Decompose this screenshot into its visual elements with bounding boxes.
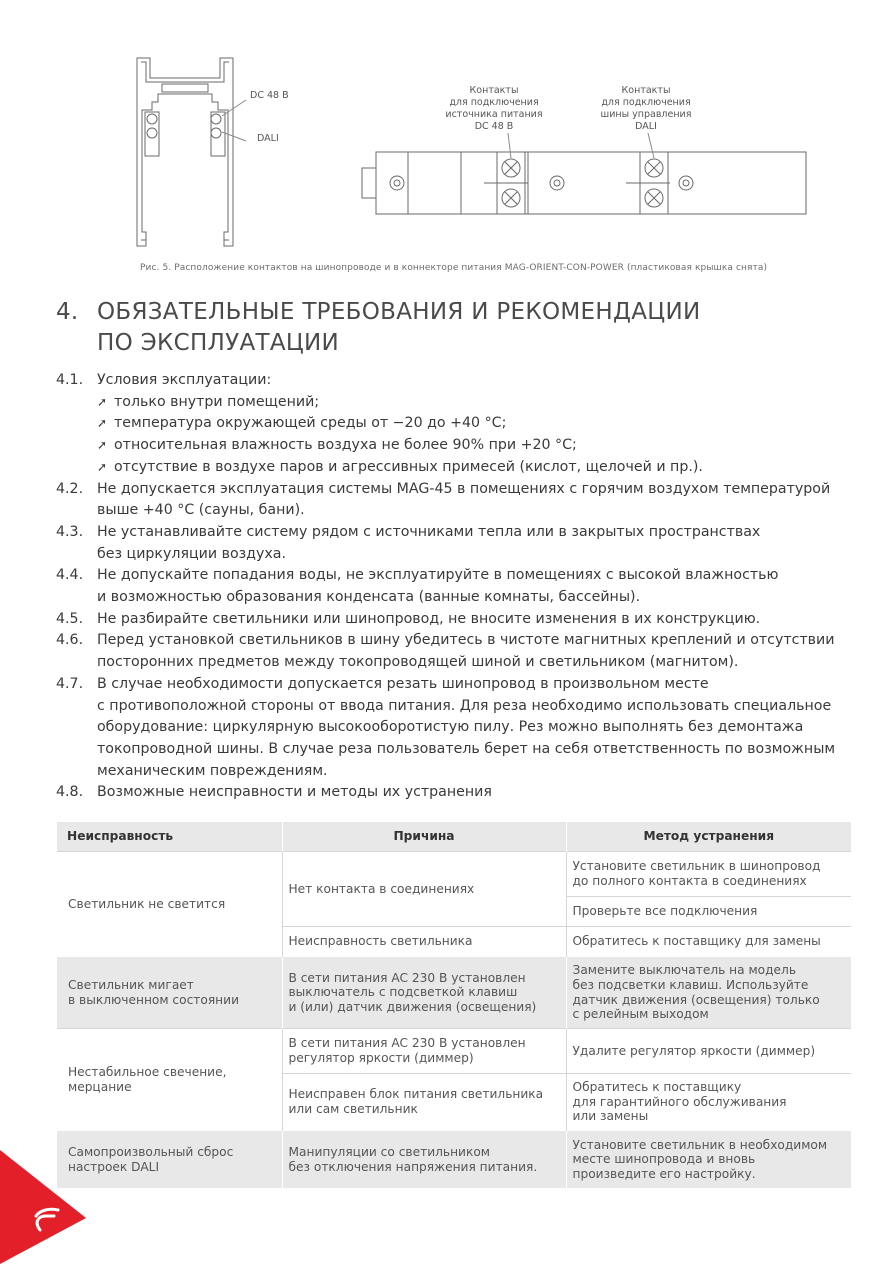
item-text: Не устанавливайте систему рядом с источниками тепла или в закрытых пространствах xyxy=(97,523,761,540)
cell-line: с релейным выходом xyxy=(572,1007,709,1022)
item-text: без циркуляции воздуха. xyxy=(97,545,286,562)
item-text: механическим повреждениям. xyxy=(97,762,328,779)
fix-cell xyxy=(566,957,851,1029)
cause-cell xyxy=(282,1131,566,1189)
cell-line: или замены xyxy=(572,1109,649,1124)
item-number: 4.6. xyxy=(56,632,84,649)
cell-line: Светильник не светится xyxy=(68,896,226,911)
table-header-row xyxy=(57,822,851,852)
item-text: Не допускайте попадания воды, не эксплуатируйте в помещениях с высокой влажностью xyxy=(97,567,779,584)
cell-line: месте шинопровода и вновь xyxy=(572,1152,756,1167)
table-row xyxy=(57,957,851,1029)
cell-line: настроек DALI xyxy=(68,1159,160,1174)
red-corner-shape xyxy=(0,1150,86,1264)
cell-line: датчик движения (освещения) только xyxy=(572,992,820,1007)
cell-line: произведите его настройку. xyxy=(572,1166,756,1181)
cell-line: без отключения напряжения питания. xyxy=(288,1159,538,1174)
cell-line: Самопроизвольный сброс xyxy=(68,1144,234,1159)
label-control-contacts-1: Контакты xyxy=(621,85,671,96)
label-power-contacts-2: для подключения xyxy=(449,97,539,108)
contacts-figure xyxy=(0,0,886,290)
cell-line: Удалите регулятор яркости (диммер) xyxy=(572,1043,816,1058)
cell-line: Обратитесь к поставщику для замены xyxy=(572,934,821,949)
cell-line: Установите светильник в необходимом xyxy=(572,1137,828,1152)
label-dc48: DC 48 В xyxy=(250,90,289,101)
cell-line: Светильник мигает xyxy=(68,977,194,992)
label-control-contacts-3: шины управления xyxy=(600,109,692,120)
item-number: 4.1. xyxy=(56,372,84,388)
section-title xyxy=(97,297,817,359)
connector-drawing xyxy=(362,133,806,214)
fix-cell xyxy=(566,896,851,926)
cell-line: до полного контакта в соединениях xyxy=(572,873,807,888)
item-text: выше +40 °C (сауны, бани). xyxy=(97,502,305,519)
table-row xyxy=(57,852,851,897)
cell-line: Проверьте все подключения xyxy=(572,904,758,918)
cell-line: мерцание xyxy=(68,1079,132,1094)
arrow-bullet-icon: ➚ xyxy=(97,459,108,474)
cause-cell xyxy=(282,1029,566,1074)
arrow-bullet-icon: ➚ xyxy=(97,416,108,431)
item-number: 4.8. xyxy=(56,784,84,801)
fix-cell xyxy=(566,927,851,957)
item-text: В случае необходимости допускается резать шинопровод в произвольном месте xyxy=(97,675,709,692)
fault-cell xyxy=(57,1131,282,1189)
cell-line: Замените выключатель на модель xyxy=(572,963,797,978)
figure-caption: Рис. 5. Расположение контактов на шинопроводе и в коннекторе питания MAG-ORIENT-CON-POWER (пластиковая крышка снята) xyxy=(140,263,768,273)
cause-cell xyxy=(282,957,566,1029)
list-item xyxy=(0,609,886,631)
cell-line: регулятор яркости (диммер) xyxy=(288,1051,474,1065)
list-item xyxy=(0,630,886,673)
fault-cell xyxy=(57,957,282,1029)
list-item xyxy=(0,479,886,522)
cause-cell xyxy=(282,1074,566,1131)
label-control-contacts-4: DALI xyxy=(635,121,657,132)
fix-cell xyxy=(566,1029,851,1074)
label-dali: DALI xyxy=(257,133,279,144)
column-header-fix: Метод устранения xyxy=(566,822,851,852)
bullet-text: относительная влажность воздуха не более 90% при +20 °C; xyxy=(114,437,577,454)
bullet-item xyxy=(97,392,886,414)
section-number: 4. xyxy=(56,299,79,325)
cell-line: Неисправность светильника xyxy=(288,934,473,949)
bullet-item xyxy=(97,435,886,457)
list-item xyxy=(0,674,886,783)
cell-line: для гарантийного обслуживания xyxy=(572,1094,787,1109)
bullet-item xyxy=(97,457,886,479)
item-text: Не разбирайте светильники или шинопровод, не вносите изменения в их конструкцию. xyxy=(97,610,761,627)
cell-line: В сети питания AC 230 В установлен xyxy=(288,1036,526,1051)
label-control-contacts-2: для подключения xyxy=(601,97,691,108)
cell-line: В сети питания AC 230 В установлен xyxy=(288,970,526,985)
item-text: Перед установкой светильников в шину убедитесь в чистоте магнитных креплений и отсутствии xyxy=(97,632,835,649)
item-text: Возможные неисправности и методы их устранения xyxy=(97,784,492,801)
bullet-text: температура окружающей среды от −20 до +40 °С; xyxy=(114,415,507,432)
table-row xyxy=(57,1029,851,1074)
cell-line: без подсветки клавиш. Используйте xyxy=(572,977,809,992)
fix-cell xyxy=(566,1074,851,1131)
cell-line: и (или) датчик движения (освещения) xyxy=(288,999,537,1014)
fix-cell xyxy=(566,1131,851,1189)
label-power-contacts-3: источника питания xyxy=(445,109,543,120)
cause-cell xyxy=(282,852,566,927)
item-number: 4.5. xyxy=(56,610,84,627)
list-item xyxy=(0,522,886,565)
fix-cell xyxy=(566,852,851,897)
item-number: 4.7. xyxy=(56,675,84,692)
section-title-line: ПО ЭКСПЛУАТАЦИИ xyxy=(97,330,340,356)
list-item xyxy=(0,782,886,804)
item-text: Условия эксплуатации: xyxy=(97,372,272,388)
cell-line: в выключенном состоянии xyxy=(68,992,239,1007)
fault-cell xyxy=(57,1029,282,1131)
bullet-item xyxy=(97,413,886,435)
cell-line: Нет контакта в соединениях xyxy=(288,881,475,896)
label-power-contacts-1: Контакты xyxy=(469,85,519,96)
cell-line: Установите светильник в шинопровод xyxy=(572,859,821,874)
cell-line: Нестабильное свечение, xyxy=(68,1064,227,1079)
section-title-line: ОБЯЗАТЕЛЬНЫЕ ТРЕБОВАНИЯ И РЕКОМЕНДАЦИИ xyxy=(97,299,701,325)
fault-cell xyxy=(57,852,282,957)
cell-line: Манипуляции со светильником xyxy=(288,1144,490,1159)
requirements-list xyxy=(0,370,886,804)
bullet-text: только внутри помещений; xyxy=(114,393,320,410)
rail-profile-drawing xyxy=(137,58,246,246)
cell-line: выключатель с подсветкой клавиш xyxy=(288,985,518,1000)
cell-line: Неисправен блок питания светильника xyxy=(288,1087,544,1102)
column-header-fault: Неисправность xyxy=(57,822,282,852)
contacts-diagram xyxy=(0,0,886,290)
item-text: с противоположной стороны от ввода питания. Для реза необходимо использовать специальное xyxy=(97,697,832,714)
cell-line: Обратитесь к поставщику xyxy=(572,1080,742,1095)
brand-corner-logo xyxy=(0,1150,90,1264)
bullet-text: отсутствие в воздухе паров и агрессивных примесей (кислот, щелочей и пр.). xyxy=(114,458,703,475)
arrow-bullet-icon: ➚ xyxy=(97,394,108,409)
item-number: 4.3. xyxy=(56,523,84,540)
item-number: 4.4. xyxy=(56,567,84,584)
item-number: 4.2. xyxy=(56,480,84,497)
item-text: оборудование: циркулярную высокооборотистую пилу. Рез можно выполнять без демонтажа xyxy=(97,719,804,736)
arrow-bullet-icon: ➚ xyxy=(97,438,108,453)
item-text: посторонних предметов между токопроводящей шиной и светильником (магнитом). xyxy=(97,654,739,671)
table-row xyxy=(57,1131,851,1189)
item-text: и возможностью образования конденсата (ванные комнаты, бассейны). xyxy=(97,589,641,606)
list-item xyxy=(0,370,886,392)
item-text: Не допускается эксплуатация системы MAG-45 в помещениях с горячим воздухом температурой xyxy=(97,480,831,497)
cause-cell xyxy=(282,927,566,957)
troubleshooting-table xyxy=(57,822,851,1188)
item-text: токопроводной шины. В случае реза пользователь берет на себя ответственность по возможным xyxy=(97,740,836,757)
column-header-cause: Причина xyxy=(282,822,566,852)
list-item xyxy=(0,565,886,608)
label-power-contacts-4: DC 48 В xyxy=(474,121,514,132)
cell-line: или сам светильник xyxy=(288,1102,418,1116)
